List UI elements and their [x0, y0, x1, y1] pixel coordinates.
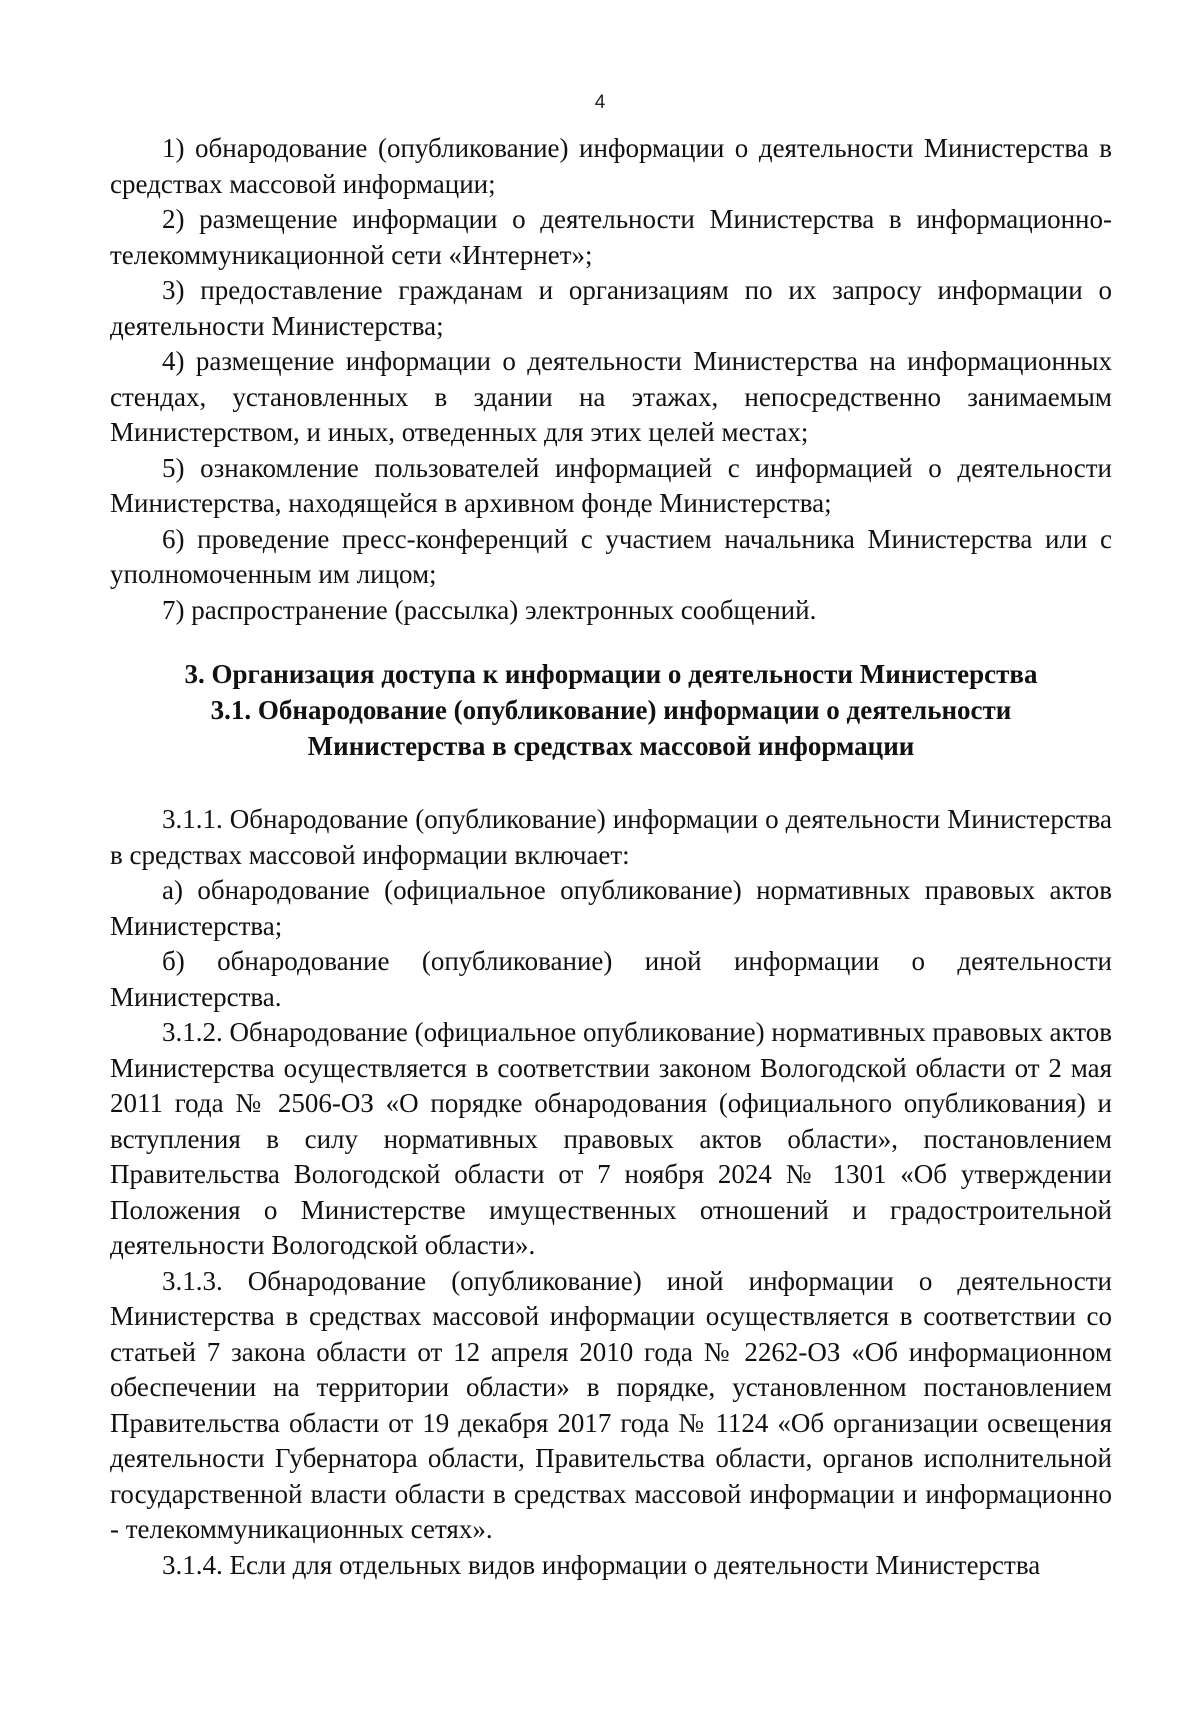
- list-item-6: 6) проведение пресс-конференций с участием начальника Министерства или с уполномоченным им лицом;: [110, 523, 1112, 589]
- list-item-1: 1) обнародование (опубликование) информации о деятельности Министерства в средствах массовой информации;: [110, 133, 1112, 199]
- document-body: [110, 131, 1112, 1583]
- paragraph-3-1-3: 3.1.3. Обнародование (опубликование) иной информации о деятельности Министерства в средствах массовой информации осуществляется в соответствии со статьей 7 закона области от 12 апреля 2010 года № 2262-ОЗ «Об информационном обеспечении на территории области» в порядке, установленном постановлением Правительства области от 19 декабря 2017 года № 1124 «Об организации освещения деятельности Губернатора области, Правительства области, органов исполнительной государственной власти области в средствах массовой информации и информационно - телекоммуникационных сетях».: [110, 1265, 1112, 1544]
- section-heading: [110, 656, 1112, 764]
- paragraph-item-a: а) обнародование (официальное опубликование) нормативных правовых актов Министерства;: [110, 875, 1112, 941]
- subsection-title-line-1: 3.1. Обнародование (опубликование) информации о деятельности: [210, 695, 1012, 725]
- paragraph-3-1-2: 3.1.2. Обнародование (официальное опубликование) нормативных правовых актов Министерства осуществляется в соответствии законом Вологодской области от 2 мая 2011 года № 2506-ОЗ «О порядке обнародования (официального опубликования) и вступления в силу нормативных правовых актов области», постановлением Правительства Вологодской области от 7 ноября 2024 № 1301 «Об утверждении Положения о Министерстве имущественных отношений и градостроительной деятельности Вологодской области».: [110, 1017, 1112, 1260]
- paragraph-item-b: б) обнародование (опубликование) иной информации о деятельности Министерства.: [110, 946, 1112, 1012]
- paragraph-3-1-1: 3.1.1. Обнародование (опубликование) информации о деятельности Министерства в средствах массовой информации включает:: [110, 804, 1112, 870]
- page-number: 4: [594, 92, 606, 113]
- list-item-7: 7) распространение (рассылка) электронных сообщений.: [162, 594, 817, 625]
- list-item-2: 2) размещение информации о деятельности Министерства в информационно-телекоммуникационной сети «Интернет»;: [110, 204, 1112, 270]
- section-title: 3. Организация доступа к информации о деятельности Министерства: [184, 659, 1038, 689]
- list-item-3: 3) предоставление гражданам и организациям по их запросу информации о деятельности Министерства;: [110, 275, 1112, 341]
- list-item-4: 4) размещение информации о деятельности Министерства на информационных стендах, установленных в здании на этажах, непосредственно занимаемым Министерством, и иных, отведенных для этих целей местах;: [110, 346, 1112, 447]
- subsection-title-line-2: Министерства в средствах массовой информации: [307, 731, 915, 761]
- list-item-5: 5) ознакомление пользователей информацией с информацией о деятельности Министерства, находящейся в архивном фонде Министерства;: [110, 452, 1112, 518]
- paragraph-3-1-4: 3.1.4. Если для отдельных видов информации о деятельности Министерства: [162, 1549, 1041, 1580]
